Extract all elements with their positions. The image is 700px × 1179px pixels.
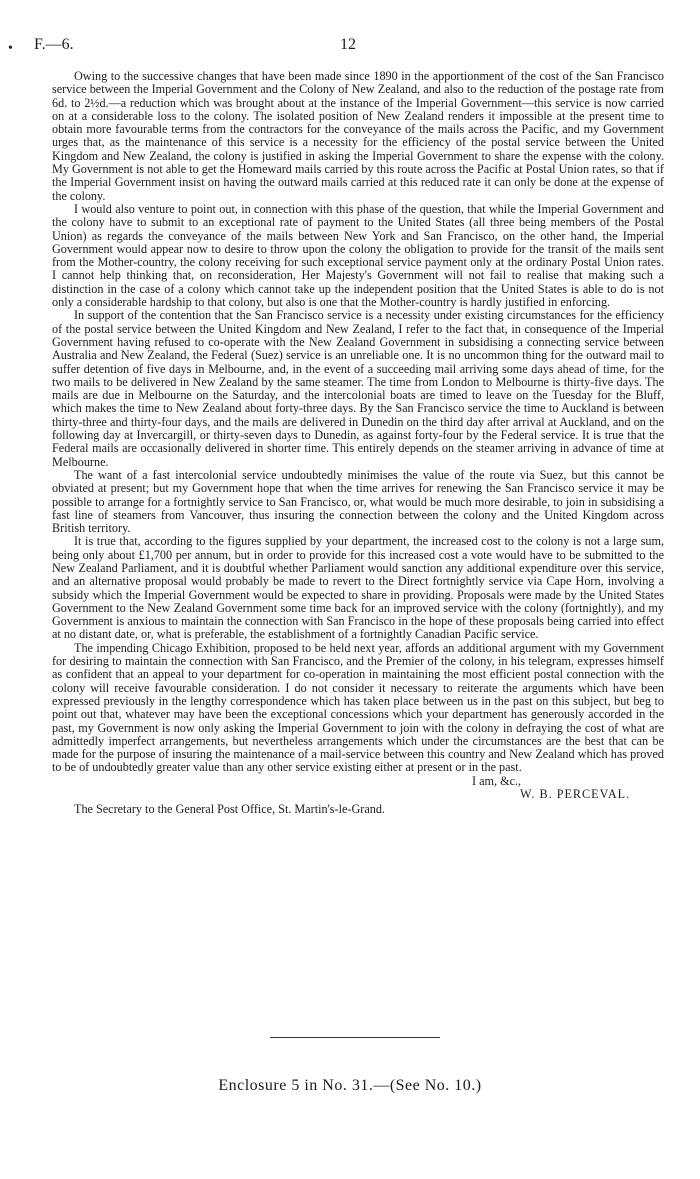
paragraph-2: I would also venture to point out, in connection with this phase of the question, that while the Imperial Government and the colony have to submit to an exceptional rate of payment to the United States (all three being members of the Postal Union) as regards the conveyance of the mails between New York and San Francisco, on the other hand, the Imperial Government would appear now to desire to throw upon the colony the obligation to provide for the transit of the mails sent from the Mother-country, the colony receiving for such exceptional service payment only at the ordinary Postal Union rates. I cannot help thinking that, on reconsideration, Her Majesty's Government will not fail to realise that making such a distinction in the case of a colony which cannot take up the independent position that the United States is able to do is not only a considerable hardship to that colony, but also is one that the Mother-country is hardly justified in enforcing.: [52, 201, 664, 310]
closing-salutation: I am, &c.,: [472, 773, 522, 788]
addressee: The Secretary to the General Post Office, St. Martin's-le-Grand.: [74, 801, 385, 816]
paragraph-6: The impending Chicago Exhibition, proposed to be held next year, affords an additional argument with my Government for desiring to maintain the connection with San Francisco, and the Premier of the colony, in his telegram, expresses himself as confident that an appeal to your department for co-operation in maintaining the most efficient postal connection with the colony will receive favourable consideration. I do not consider it necessary to reiterate the arguments which have been expressed previously in the lengthy correspondence which has taken place between us in the past on this subject, but beg to point out that, whatever may have been the exceptional concessions which your department has generously accorded in the past, my Government is now only asking the Imperial Government to join with the colony in defraying the cost of what are admittedly imperfect arrangements, but nevertheless arrangements which under the circumstances are the best that can be made for the purpose of insuring the maintenance of a mail-service between this country and New Zealand which has proved to be of undoubtedly greater value than any other service existing either at present or in the past.: [52, 640, 664, 775]
paragraph-5: It is true that, according to the figures supplied by your department, the increased cost to the colony is not a large sum, being only about £1,700 per annum, but in order to provide for this increased cost a vote would have to be submitted to the New Zealand Parliament, and it is doubtful whether Parliament would sanction any additional expenditure over this service, and an alternative proposal would probably be made to revert to the Direct fortnightly service via Cape Horn, involving a subsidy which the Imperial Government would be expected to share in providing. Proposals were made by the United States Government to the New Zealand Government some time back for an improved service with the colony (fortnightly), and my Government is anxious to maintain the connection with San Francisco in the hope of these proposals being carried into effect at no distant date, or, what is preferable, the establishment of a fortnightly Canadian Pacific service.: [52, 534, 664, 642]
page-number: 12: [340, 36, 356, 53]
enclosure-heading: Enclosure 5 in No. 31.—(See No. 10.): [218, 1077, 482, 1094]
margin-marker: •: [8, 41, 13, 56]
section-divider: [270, 1037, 440, 1038]
paragraph-3: In support of the contention that the San Francisco service is a necessity under existing circumstances for the efficiency of the postal service between the United Kingdom and New Zealand, I refer to the fact that, in consequence of the Imperial Government having refused to co-operate with the New Zealand Government in subsidising a connecting service between Australia and New Zealand, the Federal (Suez) service is an unreliable one. It is no uncommon thing for the outward mail to suffer detention of five days in Melbourne, and, in the event of a succeeding mail arriving some days ahead of time, for the two mails to be delivered in New Zealand by the same steamer. The time from London to Melbourne is thirty-five days. The mails are due in Melbourne on the Saturday, and the intercolonial boats are timed to leave on the Tuesday for the Bluff, which makes the time to New Zealand about forty-three days. By the San Francisco service the time to Auckland is between thirty-three and thirty-four days, and the mails are delivered in Dunedin on the third day after arrival at Auckland, and on the following day at Invercargill, or thirty-seven days to Dunedin, as against forty-four by the Federal service. It is true that the Federal mails are occasionally delivered in shorter time. This entirely depends on the steamer arriving in advance of time at Melbourne.: [52, 308, 664, 469]
page-header: [0, 36, 700, 56]
document-reference: F.—6.: [34, 36, 74, 53]
signoff-block: [52, 775, 664, 803]
letter-body: [52, 70, 664, 816]
paragraph-4: The want of a fast intercolonial service undoubtedly minimises the value of the route via Suez, but this cannot be obviated at present; but my Government hope that when the time arrives for renewing the San Francisco service it may be possible to arrange for a fortnightly service to San Francisco, or, what would be much more desirable, to join in subsidising a fast line of steamers from Vancouver, thus insuring the connection between the colony and the United Kingdom across British territory.: [52, 467, 664, 536]
paragraph-1: Owing to the successive changes that have been made since 1890 in the apportionment of the cost of the San Francisco service between the Imperial Government and the Colony of New Zealand, and also to the reduction of the postage rate from 6d. to 2½d.—a reduction which was brought about at the instance of the Imperial Government—this service is now carried on at a considerable loss to the colony. The isolated position of New Zealand renders it impossible at the present time to obtain more favourable terms from the contractors for the conveyance of the mails across the Pacific, and my Government urges that, as the maintenance of this service is a necessity for the efficiency of the postal service between the United Kingdom and New Zealand, the colony is justified in asking the Imperial Government to share the expense with the colony. My Government is not able to get the Homeward mails carried by this route across the Pacific at Postal Union rates, so that if the Imperial Government insist on having the outward mails carried at this reduced rate it can only be done at the expense of the colony.: [52, 69, 664, 203]
signature: W. B. PERCEVAL.: [520, 786, 631, 801]
